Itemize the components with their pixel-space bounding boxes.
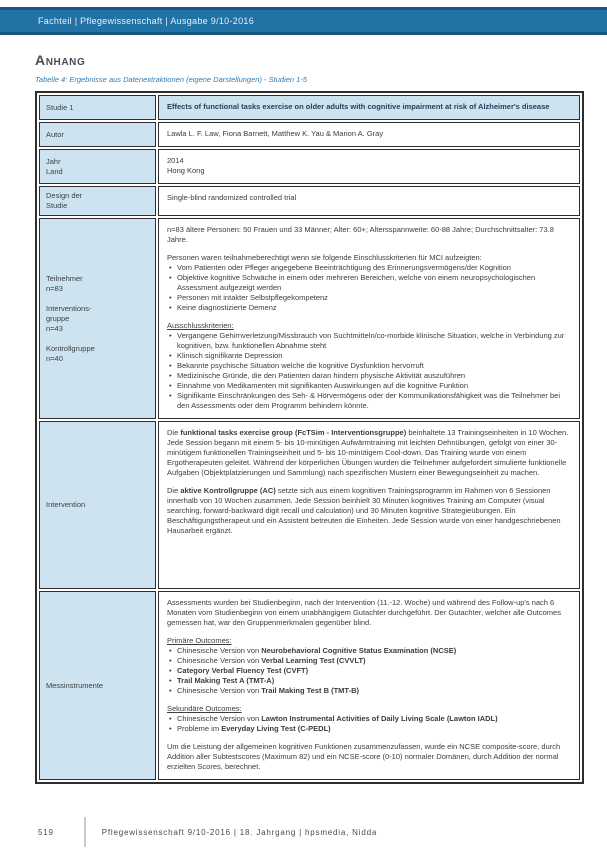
- paragraph: Die funktional tasks exercise group (FcTSim - Interventionsgruppe) beinhaltete 13 Trainingseinheiten in 10 Wochen. Jede Session begann mit einem 5- bis 10-minütigen Aufwärmtraining mit leichten Dehnübungen, gefolgt von einer 30-minütigem funktionellen Trainingseinheit und 5- bis 10-minütigem Cool-down. Das Training wurde von einem Ergotherapeuten geleitet. Während der körperlichen Übungen wurden die Teilnehmer aufgefordert simulierte funktionelle Aufgaben (Objektplatzierungen und Sammlung) nach spezifischen Mustern einer Bewegungseinheit zu machen.: [167, 428, 569, 477]
- list-item: • Category Verbal Fluency Test (CVFT): [167, 666, 571, 676]
- row-label-cell: [39, 186, 156, 216]
- header-bar-text: Fachteil | Pflegewissenschaft | Ausgabe 9/10-2016: [38, 16, 254, 26]
- row-label-cell: [39, 95, 156, 120]
- list-item: • Medizinische Gründe, die den Patienten daran hindern physische Aktivität auszuführen: [167, 371, 571, 381]
- study-title: Effects of functional tasks exercise on older adults with cognitive impairment at risk of Alzheimer's disease: [167, 102, 550, 111]
- secondary-outcomes: [167, 704, 571, 734]
- primary-outcomes: [167, 636, 571, 696]
- study-design: Single-blind randomized controlled trial: [167, 193, 297, 202]
- row-content-cell: [158, 122, 580, 147]
- list-item: • Chinesische Version von Lawton Instrumental Activities of Daily Living Scale (Lawton IADL): [167, 714, 571, 724]
- section-title: Anhang: [35, 52, 86, 68]
- list-item: • Einnahme von Medikamenten mit signifikanten Auswirkungen auf die kognitive Funktion: [167, 381, 571, 391]
- table-caption: Tabelle 4: Ergebnisse aus Datenextraktionen (eigene Darstellungen) - Studien 1-5: [35, 75, 307, 84]
- header-bar: [0, 7, 607, 35]
- page-footer: [0, 812, 607, 852]
- subheading: Sekundäre Outcomes:: [167, 704, 242, 713]
- list-item: • Signifikante Einschränkungen des Seh- & Hörvermögens oder der Kommunikationsfähigkeit was die Teilnehmer bei den Assessments oder dem Programm behindern könnte.: [167, 391, 571, 411]
- list-item: • Keine diagnostizierte Demenz: [167, 303, 571, 313]
- footer-journal-line: Pflegewissenschaft 9/10-2016 | 18. Jahrgang | hpsmedia, Nidda: [101, 827, 378, 837]
- list-item: • Chinesische Version von Neurobehavioral Cognitive Status Examination (NCSE): [167, 646, 571, 656]
- table-row-intervention: [39, 421, 580, 589]
- list-item: • Objektive kognitive Schwäche in einem oder mehreren Bereichen, welche von einem neuropsychologischen Assessment aufgezeigt werden: [167, 273, 571, 293]
- subheading: Ausschlusskriterien:: [167, 321, 234, 330]
- paragraph: Personen waren teilnahmeberechtigt wenn sie folgende Einschlusskriterien für MCI aufzeigten:: [167, 253, 482, 262]
- row-content-cell: [158, 95, 580, 120]
- study-table: [35, 91, 584, 784]
- list-item: • Vergangene Gehirnverletzung/Missbrauch von Suchtmitteln/co-morbide klinische Situation, welche in Verbindung zur kognitiven, bzw. funktionellen Abnahme steht: [167, 331, 571, 351]
- paragraph: Um die Leistung der allgemeinen kognitiven Funktionen zusammenzufassen, wurde ein NCSE composite-score, durch Addition aller Subtestscores (Maximum 82) und ein NCSE-score (0-10) normaler Domänen, durch Addition der normal erzielten Scores, berechnet.: [167, 742, 561, 771]
- row-label: Design der Studie: [46, 191, 83, 210]
- list-item: • Klinisch signifikante Depression: [167, 351, 571, 361]
- paragraph: Die aktive Kontrollgruppe (AC) setzte sich aus einem kognitiven Trainingsprogramm im Rahmen von 6 Sessionen innerhalb von 10 Wochen zusammen. Jede Session beinhielt 30 Minuten kognitives Training am Computer (visual searching, forward-backward digit recall und calculation) und 30 Minuten kognitive Strategieübungen. Ein Beschäftigungstherapeut und ein Assistent betreuten die Einheiten. Jede Session wurde von einer handgeschriebenen Hausarbeit ergänzt.: [167, 486, 561, 535]
- list-item: • Trail Making Test A (TMT-A): [167, 676, 571, 686]
- row-content-cell: [158, 591, 580, 780]
- row-label-cell: [39, 122, 156, 147]
- list-item: • Personen mit intakter Selbstpflegekompetenz: [167, 293, 571, 303]
- list-item: • Probleme im Everyday Living Test (C-PEDL): [167, 724, 571, 734]
- author-names: Lawla L. F. Law, Fiona Barnett, Matthew K. Yau & Marion A. Gray: [167, 129, 384, 138]
- row-content-cell: [158, 218, 580, 419]
- row-label: Messinstrumente: [46, 680, 104, 690]
- subheading: Primäre Outcomes:: [167, 636, 232, 645]
- page-content: [0, 52, 607, 784]
- row-label-cell: [39, 591, 156, 780]
- footer-divider: [84, 817, 86, 847]
- page-number: 519: [38, 827, 54, 837]
- row-label: Autor: [46, 129, 64, 139]
- table-row-messinstrumente: [39, 591, 580, 780]
- table-row-autor: [39, 122, 580, 147]
- row-content-cell: [158, 421, 580, 589]
- list-item: • Chinesische Version von Trail Making Test B (TMT-B): [167, 686, 571, 696]
- row-label: Jahr Land: [46, 156, 63, 176]
- inclusion-criteria: [167, 253, 571, 313]
- row-label-cell: [39, 421, 156, 589]
- row-label: Intervention: [46, 500, 86, 509]
- exclusion-criteria: [167, 321, 571, 411]
- row-label: Teilnehmer n=83 Interventions- gruppe n=43 Kontrollgruppe n=40: [46, 273, 95, 363]
- list-item: • Chinesische Version von Verbal Learning Test (CVVLT): [167, 656, 571, 666]
- paragraph: n=83 ältere Personen: 50 Frauen und 33 Männer; Alter: 60+; Altersspannweite: 60-88 Jahre; Durchschnittsalter: 73.8 Jahre.: [167, 225, 554, 244]
- table-row-design: [39, 186, 580, 216]
- table-row-teilnehmer: [39, 218, 580, 419]
- row-label: Studie 1: [46, 102, 74, 112]
- list-item: • Bekannte psychische Situation welche die kognitive Dysfunktion hervorruft: [167, 361, 571, 371]
- row-content-cell: [158, 186, 580, 216]
- row-label-cell: [39, 149, 156, 184]
- row-label-cell: [39, 218, 156, 419]
- paragraph: Assessments wurden bei Studienbeginn, nach der Intervention (11.-12. Woche) und während des Follow-up's nach 6 Monaten vom Studienbeginn von einem unabhängigem Gutachter durchgeführt. Der Gutachter, welcher alle Outcomes gemessen hat, war den Gruppenmerkmalen gegenüber blind.: [167, 598, 561, 627]
- list-item: • Vom Patienten oder Pfleger angegebene Beeinträchtigung des Erinnerungsvermögens/der Kognition: [167, 263, 571, 273]
- table-row-studie: [39, 95, 580, 120]
- year-country: 2014 Hong Kong: [167, 156, 205, 175]
- table-row-jahr-land: [39, 149, 580, 184]
- row-content-cell: [158, 149, 580, 184]
